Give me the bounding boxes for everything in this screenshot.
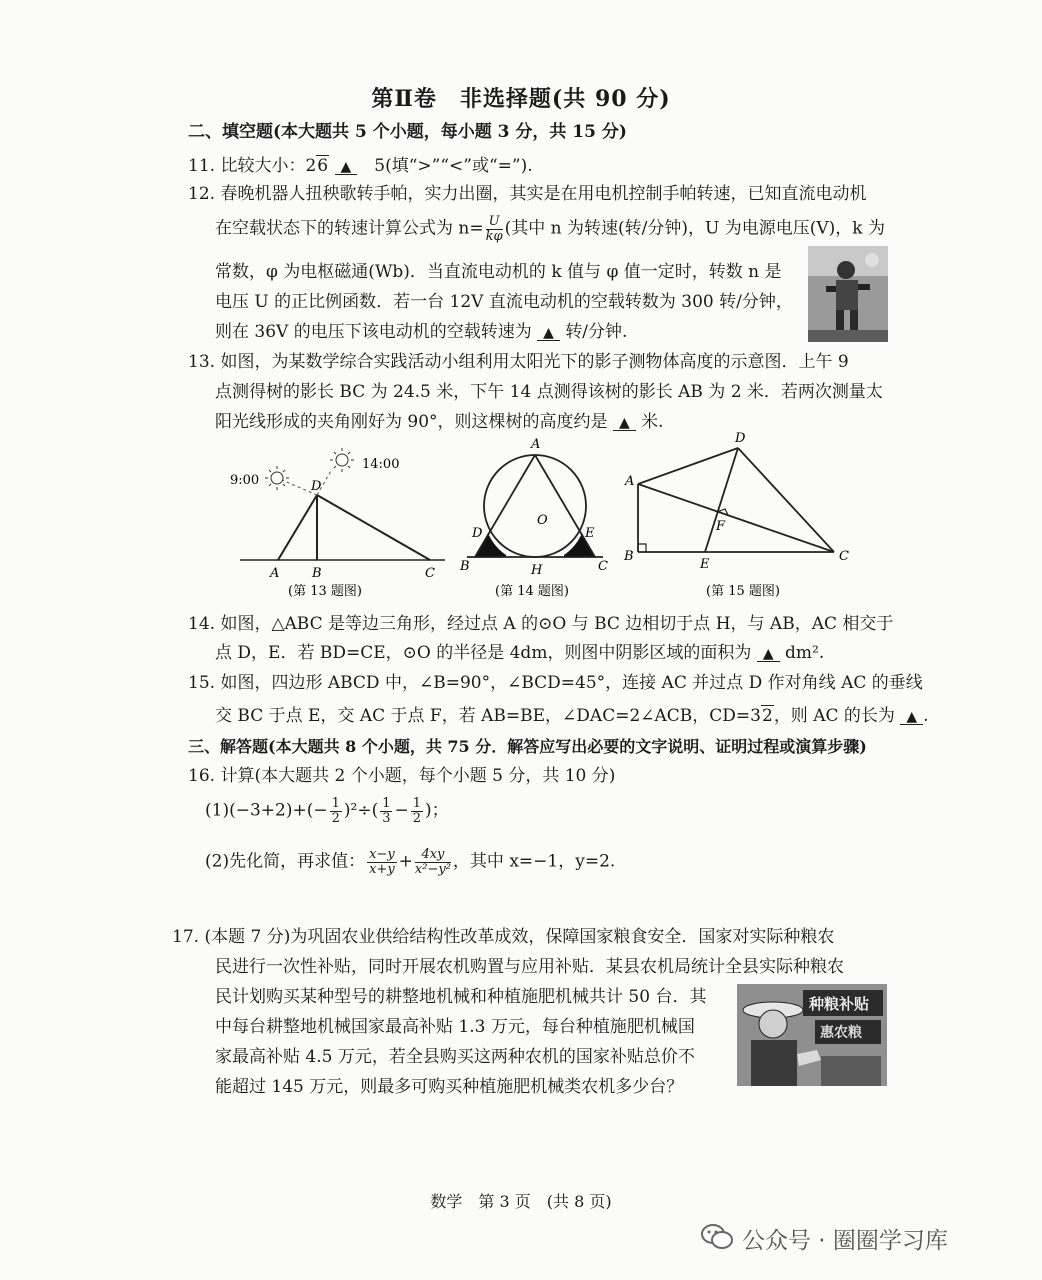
point-e: E [585, 526, 595, 541]
question-12-line4: 电压 U 的正比例函数．若一台 12V 直流电动机的空载转数为 300 转/分钟， [215, 292, 793, 312]
question-13-line1: 13. 如图，为某数学综合实践活动小组利用太阳光下的影子测物体高度的示意图．上午 9 [188, 352, 849, 372]
robot-photo-drawing [808, 246, 888, 342]
question-16-part2: (2)先化简，再求值： $\frac{x-y}{x+y}$ + $\frac{4xy}{\text{x²−y²}}$ ，其中 x=−1，y=2. [205, 847, 616, 877]
point-e: E [700, 557, 710, 572]
diagonal-ac [638, 484, 834, 552]
sqrt-2: 2 [761, 706, 773, 726]
answer-blank: ▲ [335, 160, 358, 175]
point-a: A [531, 437, 541, 452]
question-15-line1: 15. 如图，四边形 ABCD 中，∠B=90°，∠BCD=45°，连接 AC 并过点 D 作对角线 AC 的垂线 [188, 673, 923, 693]
question-16-head: 16. 计算(本大题共 2 个小题，每个小题 5 分，共 10 分) [188, 766, 616, 786]
right-angle-b [638, 544, 646, 552]
farmer-subsidy-drawing [737, 984, 887, 1086]
farmer-body [751, 1040, 797, 1086]
figure-13-caption: (第 13 题图) [288, 584, 362, 599]
answer-blank: ▲ [613, 416, 636, 431]
answer-blank: ▲ [757, 647, 780, 662]
side-dc [738, 448, 834, 552]
fraction-4xy: $\frac{4xy}{\text{x²−y²}}$ [414, 847, 451, 877]
question-11: 11. 比较大小：26 ▲ 5(填“>”“<”或“=”). [188, 156, 533, 176]
point-d: D [311, 479, 322, 494]
question-17-line4: 中每台耕整地机械国家最高补贴 1.3 万元，每台种植施肥机械国 [215, 1017, 695, 1037]
question-17-line5: 家最高补贴 4.5 万元，若全县购买这两种农机的国家补贴总价不 [215, 1047, 695, 1067]
figure-13 [220, 438, 460, 600]
figure-15 [618, 428, 858, 600]
point-f: F [716, 519, 726, 534]
question-14-line2: 点 D，E．若 BD=CE，⊙O 的半径是 4dm，则图中阴影区域的面积为 ▲ dm². [215, 643, 825, 663]
point-b: B [624, 549, 634, 564]
time-label-14: 14:00 [362, 457, 400, 472]
question-12-line1: 12. 春晚机器人扭秧歌转手帕，实力出圈，其实是在用电机控制手帕转速，已知直流电动机 [188, 184, 867, 204]
circle-o [484, 455, 586, 557]
question-17-line3: 民计划购买某种型号的耕整地机械和种植施肥机械共计 50 台．其 [215, 987, 707, 1007]
point-b: B [460, 559, 470, 574]
grain-field [821, 1056, 881, 1086]
section-title: 第Ⅱ卷 非选择题(共 90 分) [371, 86, 671, 112]
watermark-text: 公众号 · 圈圈学习库 [742, 1228, 948, 1254]
question-14-line1: 14. 如图，△ABC 是等边三角形，经过点 A 的⊙O 与 BC 边相切于点 H，与 AB，AC 相交于 [188, 614, 894, 634]
figure-14-caption: (第 14 题图) [495, 584, 569, 599]
sun-icon-14 [330, 448, 354, 472]
question-12-line2: 在空载状态下的转速计算公式为 n= $\frac{U}{k\varphi}$ (其中 n 为转速(转/分钟)，U 为电源电压(V)，k 为 [215, 214, 885, 244]
question-13-line2: 点测得树的影长 BC 为 24.5 米，下午 14 点测得该树的影长 AB 为 2 米．若两次测量太 [215, 382, 883, 402]
point-c: C [598, 559, 608, 574]
question-17-line6: 能超过 145 万元，则最多可购买种植施肥机械类农机多少台？ [215, 1077, 684, 1097]
fraction-x-minus-y: $\frac{x-y}{x+y}$ [369, 847, 395, 877]
question-16-part1: (1)(−3+2)+(− $\frac{1}{2}$ )²÷( $\frac{1}{3}$ − $\frac{1}{2}$ )； [205, 796, 449, 826]
part2-header: 二、填空题(本大题共 5 个小题，每小题 3 分，共 15 分) [188, 122, 627, 142]
point-b: B [312, 566, 322, 581]
speed-formula-fraction: $\frac{U}{k\varphi}$ [485, 214, 503, 244]
fraction-half-2: $\frac{1}{2}$ [412, 796, 422, 826]
image-caption-2: 惠农粮 [820, 1025, 862, 1041]
robot-photo [808, 246, 888, 342]
question-15-line2: 交 BC 于点 E，交 AC 于点 F，若 AB=BE，∠DAC=2∠ACB，CD=32，则 AC 的长为 ▲ . [215, 706, 929, 726]
answer-blank: ▲ [900, 710, 923, 725]
wechat-icon [700, 1222, 734, 1252]
point-c: C [839, 549, 849, 564]
segment-de [705, 448, 738, 552]
question-13-line3: 阳光线形成的夹角刚好为 90°，则这棵树的高度约是 ▲ 米. [215, 412, 664, 432]
fraction-half: $\frac{1}{2}$ [331, 796, 340, 826]
farmer-subsidy-image [737, 984, 887, 1086]
answer-blank: ▲ [537, 326, 560, 341]
ray-a [278, 495, 317, 560]
point-o: O [537, 513, 548, 528]
question-17-line2: 民进行一次性补贴，同时开展农机购置与应用补贴．某县农机局统计全县实际种粮农 [215, 957, 844, 977]
sun-icon-9 [265, 466, 289, 490]
figure-15-caption: (第 15 题图) [706, 584, 780, 599]
figure-14 [455, 432, 615, 600]
ray-c [317, 495, 430, 560]
side-ad [638, 448, 738, 484]
question-12-line3: 常数，φ 为电枢磁通(Wb)．当直流电动机的 k 值与 φ 值一定时，转数 n 是 [215, 262, 782, 282]
image-caption-1: 种粮补贴 [809, 995, 870, 1013]
point-c: C [425, 566, 435, 581]
question-12-line5: 则在 36V 的电压下该电动机的空载转速为 ▲ 转/分钟. [215, 322, 628, 342]
sqrt-6: 6 [317, 156, 329, 176]
fraction-third: $\frac{1}{3}$ [382, 796, 391, 826]
point-a: A [270, 566, 280, 581]
point-d: D [735, 431, 746, 446]
farmer-face [759, 1010, 787, 1038]
question-17-line1: 17. (本题 7 分)为巩固农业供给结构性改革成效，保障国家粮食安全．国家对实际种粮农 [172, 927, 835, 947]
point-h: H [531, 563, 543, 578]
point-d: D [472, 526, 483, 541]
part3-header: 三、解答题(本大题共 8 个小题，共 75 分．解答应写出必要的文字说明、证明过程或演算步骤) [188, 737, 867, 756]
time-label-9: 9:00 [230, 473, 260, 488]
point-a: A [625, 474, 635, 489]
page-footer: 数学 第 3 页 (共 8 页) [430, 1192, 612, 1211]
